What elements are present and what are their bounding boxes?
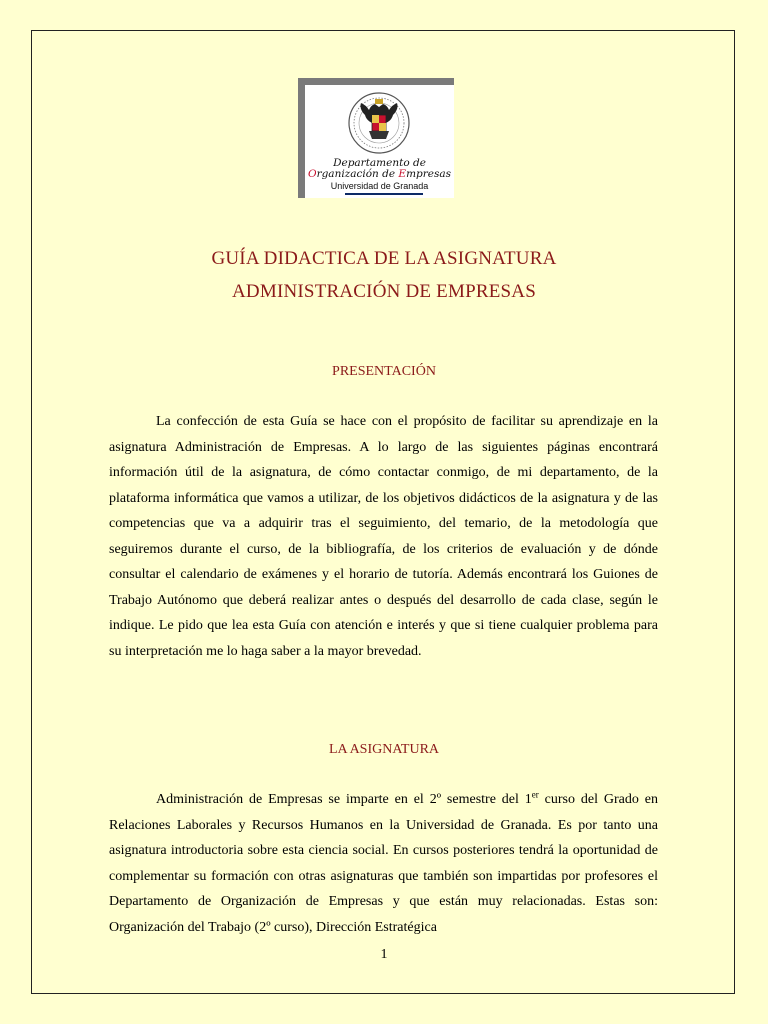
logo-initial-o: O xyxy=(307,168,317,180)
logo-text-segment: mpresas xyxy=(406,168,452,180)
logo-rule xyxy=(345,193,423,195)
logo-university: Universidad de Granada xyxy=(330,181,429,191)
logo-department-line2 xyxy=(305,169,454,180)
paragraph-asignatura xyxy=(109,787,658,940)
university-seal-icon xyxy=(305,85,454,157)
paragraph-text-segment: curso del Grado en Relaciones Laborales y Recursos Humanos en la Universidad de Granada. Es por tanto una asignatura introductoria sobre esta ciencia social. En cursos posteriores tendrá la oportunidad de complementar su formación con otras asignaturas que también son impartidas por profesores el Departamento de Organización de Empresas y que están muy relacionadas. Estas son: Organización del Trabajo (2º curso), Dirección Estratégica xyxy=(109,792,658,935)
department-logo xyxy=(298,78,454,198)
section-heading-asignatura: LA ASIGNATURA xyxy=(328,742,440,757)
document-title-line2: ADMINISTRACIÓN DE EMPRESAS xyxy=(232,281,536,302)
paragraph-text-segment: Administración de Empresas se imparte en el 2º semestre del 1 xyxy=(156,792,532,807)
logo-department-line1: Departamento de xyxy=(333,157,426,169)
page-number: 1 xyxy=(380,947,388,962)
superscript-er: er xyxy=(531,789,539,800)
section-heading-presentacion: PRESENTACIÓN xyxy=(332,364,436,379)
document-title-line1: GUÍA DIDACTICA DE LA ASIGNATURA xyxy=(211,248,557,269)
logo-text-segment: rganización de xyxy=(316,168,399,180)
paragraph-presentacion: La confección de esta Guía se hace con el propósito de facilitar su aprendizaje en la asignatura Administración de Empresas. A lo largo de las siguientes páginas encontrará información útil de la asignatura, de cómo contactar conmigo, de mi departamento, de la plataforma informática que vamos a utilizar, de los objetivos didácticos de la asignatura y de las competencias que va a adquirir tras el seguimiento, del temario, de la metodología que seguiremos durante el curso, de la bibliografía, de los criterios de evaluación y de dónde consultar el calendario de exámenes y el horario de tutoría. Además encontrará los Guiones de Trabajo Autónomo que deberá realizar antes o después del desarrollo de cada clase, según le indique. Le pido que lea esta Guía con atención e interés y que si tiene cualquier problema para su interpretación me lo haga saber a la mayor brevedad. xyxy=(109,414,658,659)
logo-initial-e: E xyxy=(398,168,407,180)
